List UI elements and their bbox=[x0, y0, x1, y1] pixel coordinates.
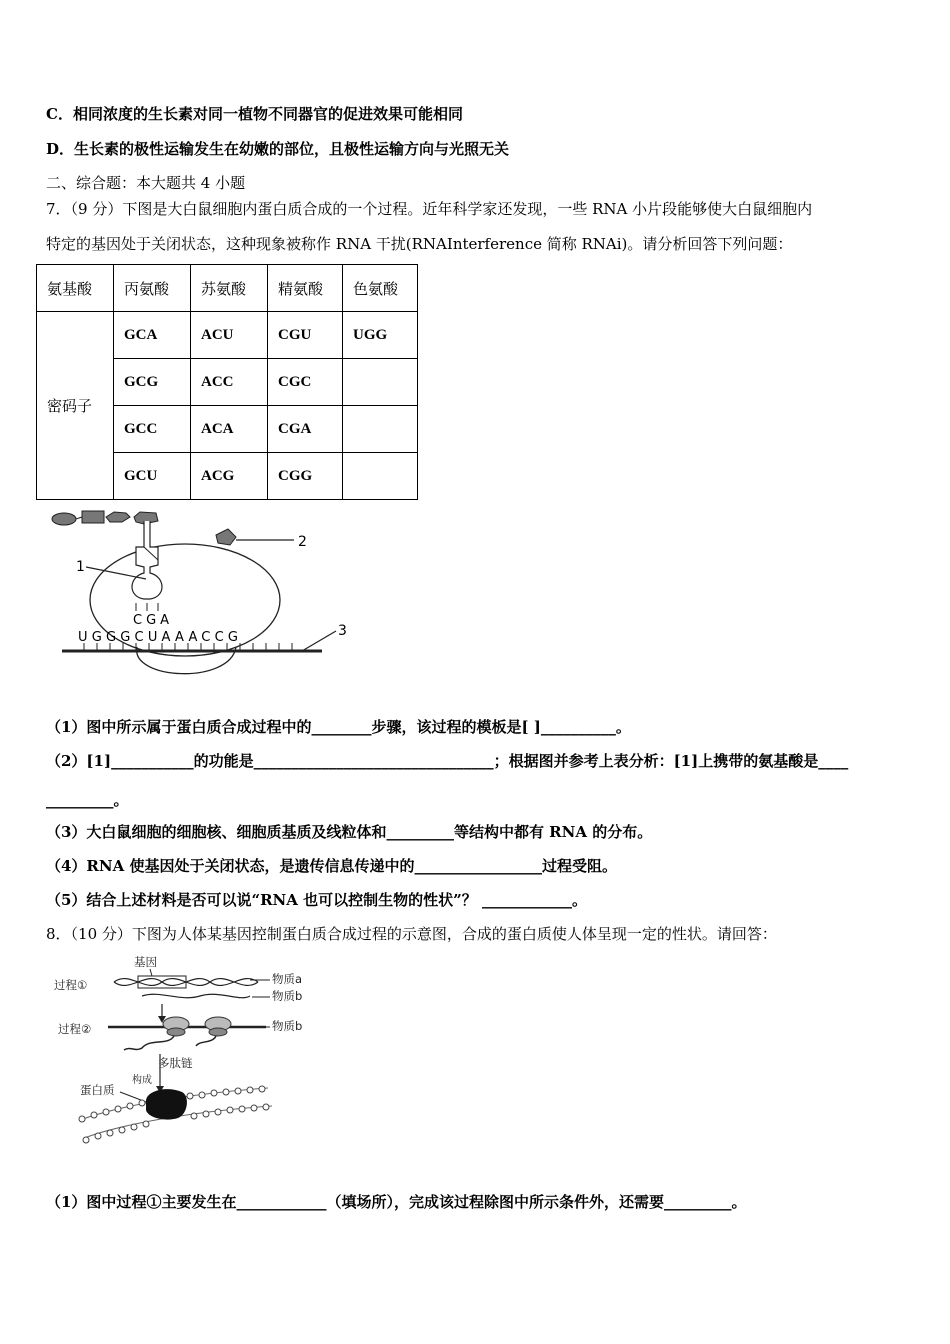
compose-label: 构成 bbox=[132, 1075, 152, 1086]
mrna-strand-b bbox=[142, 994, 250, 997]
q7-sub2-line2: _________。 bbox=[46, 791, 129, 809]
table-cell: CGU bbox=[268, 312, 343, 359]
q7-sub2-line1: （2）[1]___________的功能是________________________________；根据图并参考上表分析：[1]上携带的氨基酸是____ bbox=[46, 752, 849, 770]
table-header-cell: 精氨酸 bbox=[268, 265, 343, 312]
table-cell: GCA bbox=[114, 312, 191, 359]
table-cell: CGA bbox=[268, 406, 343, 453]
table-cell: UGG bbox=[343, 312, 418, 359]
table-row-label: 密码子 bbox=[37, 312, 114, 500]
ribosome bbox=[209, 1028, 227, 1036]
gene-expression-figure bbox=[50, 952, 320, 1157]
q8-sub1: （1）图中过程①主要发生在____________（填场所），完成该过程除图中所示条件外，还需要_________。 bbox=[46, 1193, 747, 1211]
label-1: 1 bbox=[76, 559, 85, 575]
amino-acid-shape bbox=[52, 513, 76, 525]
q7-intro-line1: 7．（9 分）下图是大白鼠细胞内蛋白质合成的一个过程。近年科学家还发现，一些 RNA 小片段能够使大白鼠细胞内 bbox=[46, 200, 813, 218]
membrane-protein bbox=[146, 1089, 187, 1119]
table-cell: GCC bbox=[114, 406, 191, 453]
q7-intro-line2: 特定的基因处于关闭状态，这种现象被称作 RNA 干扰(RNAInterference 简称 RNAi)。请分析回答下列问题： bbox=[46, 235, 793, 253]
label-3: 3 bbox=[338, 623, 347, 639]
translation-figure bbox=[40, 505, 370, 690]
table-cell: GCU bbox=[114, 453, 191, 500]
table-header-cell: 色氨酸 bbox=[343, 265, 418, 312]
protein-label: 蛋白质 bbox=[80, 1083, 115, 1097]
table-cell: ACG bbox=[191, 453, 268, 500]
substance-b-label: 物质b bbox=[272, 989, 303, 1003]
gene-label: 基因 bbox=[134, 955, 157, 969]
polypeptide-label: 多肽链 bbox=[158, 1056, 193, 1070]
polypeptide-chain bbox=[124, 1036, 174, 1050]
q7-sub5: （5）结合上述材料是否可以说“RNA 也可以控制生物的性状”？ ____________。 bbox=[46, 891, 587, 909]
mrna-sequence: UGGGCUAAACCG bbox=[78, 630, 243, 645]
table-header-cell: 苏氨酸 bbox=[191, 265, 268, 312]
table-cell: ACU bbox=[191, 312, 268, 359]
substance-a-label: 物质a bbox=[272, 972, 303, 986]
label-3-pointer bbox=[302, 631, 336, 651]
substance-b-label: 物质b bbox=[272, 1019, 303, 1033]
table-header-cell: 氨基酸 bbox=[37, 265, 114, 312]
table-cell: CGG bbox=[268, 453, 343, 500]
table-cell: CGC bbox=[268, 359, 343, 406]
amino-acid-shape bbox=[82, 511, 104, 523]
anticodon-label: CGA bbox=[133, 613, 174, 628]
amino-acid-shape bbox=[106, 512, 130, 522]
table-cell bbox=[343, 453, 418, 500]
q8-intro: 8．（10 分）下图为人体某基因控制蛋白质合成过程的示意图，合成的蛋白质使人体呈现一定的性状。请回答： bbox=[46, 925, 777, 943]
q7-sub1: （1）图中所示属于蛋白质合成过程中的________步骤，该过程的模板是[ ]__________。 bbox=[46, 718, 631, 736]
q7-sub3: （3）大白鼠细胞的细胞核、细胞质基质及线粒体和_________等结构中都有 RNA 的分布。 bbox=[46, 823, 653, 841]
table-cell bbox=[343, 359, 418, 406]
table-row bbox=[37, 312, 418, 359]
codon-table bbox=[36, 264, 418, 500]
label-2: 2 bbox=[298, 534, 307, 550]
ribosome bbox=[167, 1028, 185, 1036]
table-header-row bbox=[37, 265, 418, 312]
process2-label: 过程② bbox=[58, 1022, 92, 1036]
table-cell: GCG bbox=[114, 359, 191, 406]
q7-sub4: （4）RNA 使基因处于关闭状态，是遗传信息传递中的_________________过程受阻。 bbox=[46, 857, 617, 875]
table-header-cell: 丙氨酸 bbox=[114, 265, 191, 312]
table-cell bbox=[343, 406, 418, 453]
label-1-pointer bbox=[86, 567, 146, 579]
table-cell: ACA bbox=[191, 406, 268, 453]
table-cell: ACC bbox=[191, 359, 268, 406]
process1-label: 过程① bbox=[54, 978, 88, 992]
amino-acid-shape bbox=[216, 529, 236, 545]
section-heading: 二、综合题：本大题共 4 小题 bbox=[46, 174, 246, 192]
polypeptide-chain bbox=[196, 1036, 216, 1046]
option-c: C．相同浓度的生长素对同一植物不同器官的促进效果可能相同 bbox=[46, 105, 463, 123]
option-d: D．生长素的极性运输发生在幼嫩的部位，且极性运输方向与光照无关 bbox=[46, 140, 510, 158]
